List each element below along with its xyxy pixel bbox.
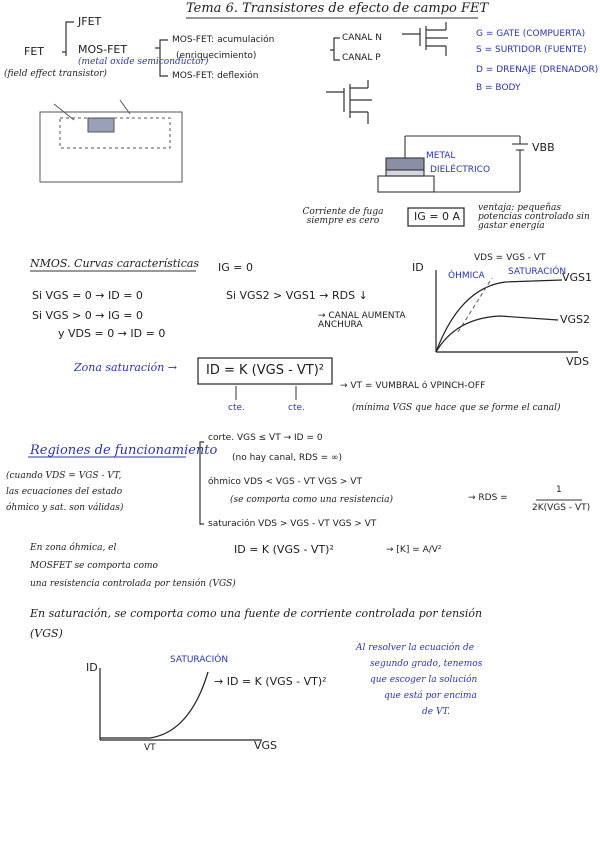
deflexion-label: MOS-FET: deflexión: [172, 71, 259, 81]
cond-vds-zero: y VDS = 0 → ID = 0: [58, 327, 166, 340]
mosfet-label: MOS-FET: [78, 43, 128, 56]
ig-zero: IG = 0: [218, 261, 253, 274]
terminal-body: B = BODY: [476, 83, 521, 93]
ohmic-text-2: MOSFET se comporta como: [30, 561, 158, 571]
bottom-saturacion-label: SATURACIÓN: [170, 655, 229, 665]
cte-1: cte.: [228, 403, 245, 413]
curves-heading: NMOS. Curvas características: [30, 257, 200, 270]
bottom-note-4: que está por encima: [384, 691, 477, 701]
bottom-note-5: de VT.: [422, 707, 450, 717]
id-vds-chart: [436, 267, 578, 352]
vds-vgs-vt-label: VDS = VGS - VT: [474, 253, 546, 263]
mosfet-cross-section: [40, 100, 182, 182]
vt-description: (mínima VGS que hace que se forme el canal): [352, 403, 561, 413]
terminal-drain: D = DRENAJE (DRENADOR): [476, 65, 599, 75]
cond-vgs-positive: Si VGS > 0 → IG = 0: [32, 309, 143, 322]
gate-structure: [378, 136, 528, 192]
ohmic-text-3: una resistencia controlada por tensión (VGS): [30, 579, 236, 589]
dielectrico-label: DIELÉCTRICO: [430, 165, 491, 175]
regions-note-3: óhmico y sat. son válidas): [6, 503, 124, 513]
cond-vgs2: Si VGS2 > VGS1 → RDS ↓: [226, 289, 368, 302]
rds-denominator: 2K(VGS - VT): [532, 503, 591, 513]
rds-label: → RDS =: [468, 493, 508, 503]
zona-saturacion-label: Zona saturación →: [74, 361, 178, 374]
bottom-id-label: ID: [86, 661, 98, 674]
ohmico-detail: (se comporta como una resistencia): [230, 495, 394, 505]
terminal-gate: G = GATE (COMPUERTA): [476, 29, 586, 39]
k-units: → [K] = A/V²: [386, 545, 442, 555]
bottom-formula: → ID = K (VGS - VT)²: [214, 675, 327, 688]
rds-numerator: 1: [556, 485, 562, 495]
canal-n-label: CANAL N: [342, 33, 382, 43]
regions-heading: Regiones de funcionamiento: [30, 443, 218, 458]
cte-2: cte.: [288, 403, 305, 413]
canal-p-label: CANAL P: [342, 53, 381, 63]
fet-label: FET: [24, 45, 44, 58]
ohmic-text-1: En zona óhmica, el: [30, 543, 117, 553]
corte-label: corte. VGS ≤ VT → ID = 0: [208, 433, 323, 443]
ig-note: ventaja: pequeñas potencias controlado sin gastar energía: [478, 203, 590, 231]
bottom-note-1: Al resolver la ecuación de: [356, 643, 475, 653]
regions-note-1: (cuando VDS = VGS - VT,: [6, 471, 122, 481]
chart-vds-label: VDS: [566, 355, 589, 368]
mos-note: (metal oxide semiconductor): [78, 57, 209, 67]
bottom-text-1: En saturación, se comporta como una fuente de corriente controlada por tensión: [30, 607, 483, 620]
bottom-vt-label: VT: [144, 743, 156, 753]
terminal-source: S = SURTIDOR (FUENTE): [476, 45, 587, 55]
chart-id-label: ID: [412, 261, 424, 274]
page-title: Tema 6. Transistores de efecto de campo FET: [186, 1, 489, 16]
fet-english: (field effect transistor): [4, 69, 107, 79]
bottom-vgs-label: VGS: [254, 739, 278, 752]
corte-detail: (no hay canal, RDS = ∞): [232, 453, 343, 463]
canal-note: → CANAL AUMENTA ANCHURA: [318, 311, 406, 330]
ohmica-label: ÓHMICA: [448, 271, 485, 281]
enriquecimiento-label: (enriquecimiento): [176, 51, 257, 61]
gate-current-note: Corriente de fuga siempre es cero: [302, 207, 384, 226]
mosfet-symbol-n: [402, 22, 448, 56]
ig-box-label: IG = 0 A: [414, 210, 460, 223]
vgs1-label: VGS1: [562, 271, 593, 284]
sat-region-formula: ID = K (VGS - VT)²: [234, 543, 334, 556]
ohmico-label: óhmico VDS < VGS - VT VGS > VT: [208, 477, 362, 487]
bottom-text-2: (VGS): [30, 627, 63, 640]
vt-note: → VT = VUMBRAL ó VPINCH-OFF: [340, 381, 486, 391]
vgs2-label: VGS2: [560, 313, 591, 326]
regions-note-2: las ecuaciones del estado: [6, 487, 123, 497]
bottom-note-3: que escoger la solución: [370, 675, 478, 685]
metal-label: METAL: [426, 151, 456, 161]
cond-vgs-zero: Si VGS = 0 → ID = 0: [32, 289, 143, 302]
vbb-label: VBB: [532, 141, 555, 154]
saturation-formula: ID = K (VGS - VT)²: [206, 363, 325, 378]
jfet-label: JFET: [78, 15, 102, 28]
acumulacion-label: MOS-FET: acumulación: [172, 35, 275, 45]
mosfet-symbol-p: [326, 80, 372, 124]
saturacion-label: SATURACIÓN: [508, 267, 567, 277]
saturacion-region-label: saturación VDS > VGS - VT VGS > VT: [208, 519, 377, 529]
bottom-note-2: segundo grado, tenemos: [370, 659, 483, 669]
